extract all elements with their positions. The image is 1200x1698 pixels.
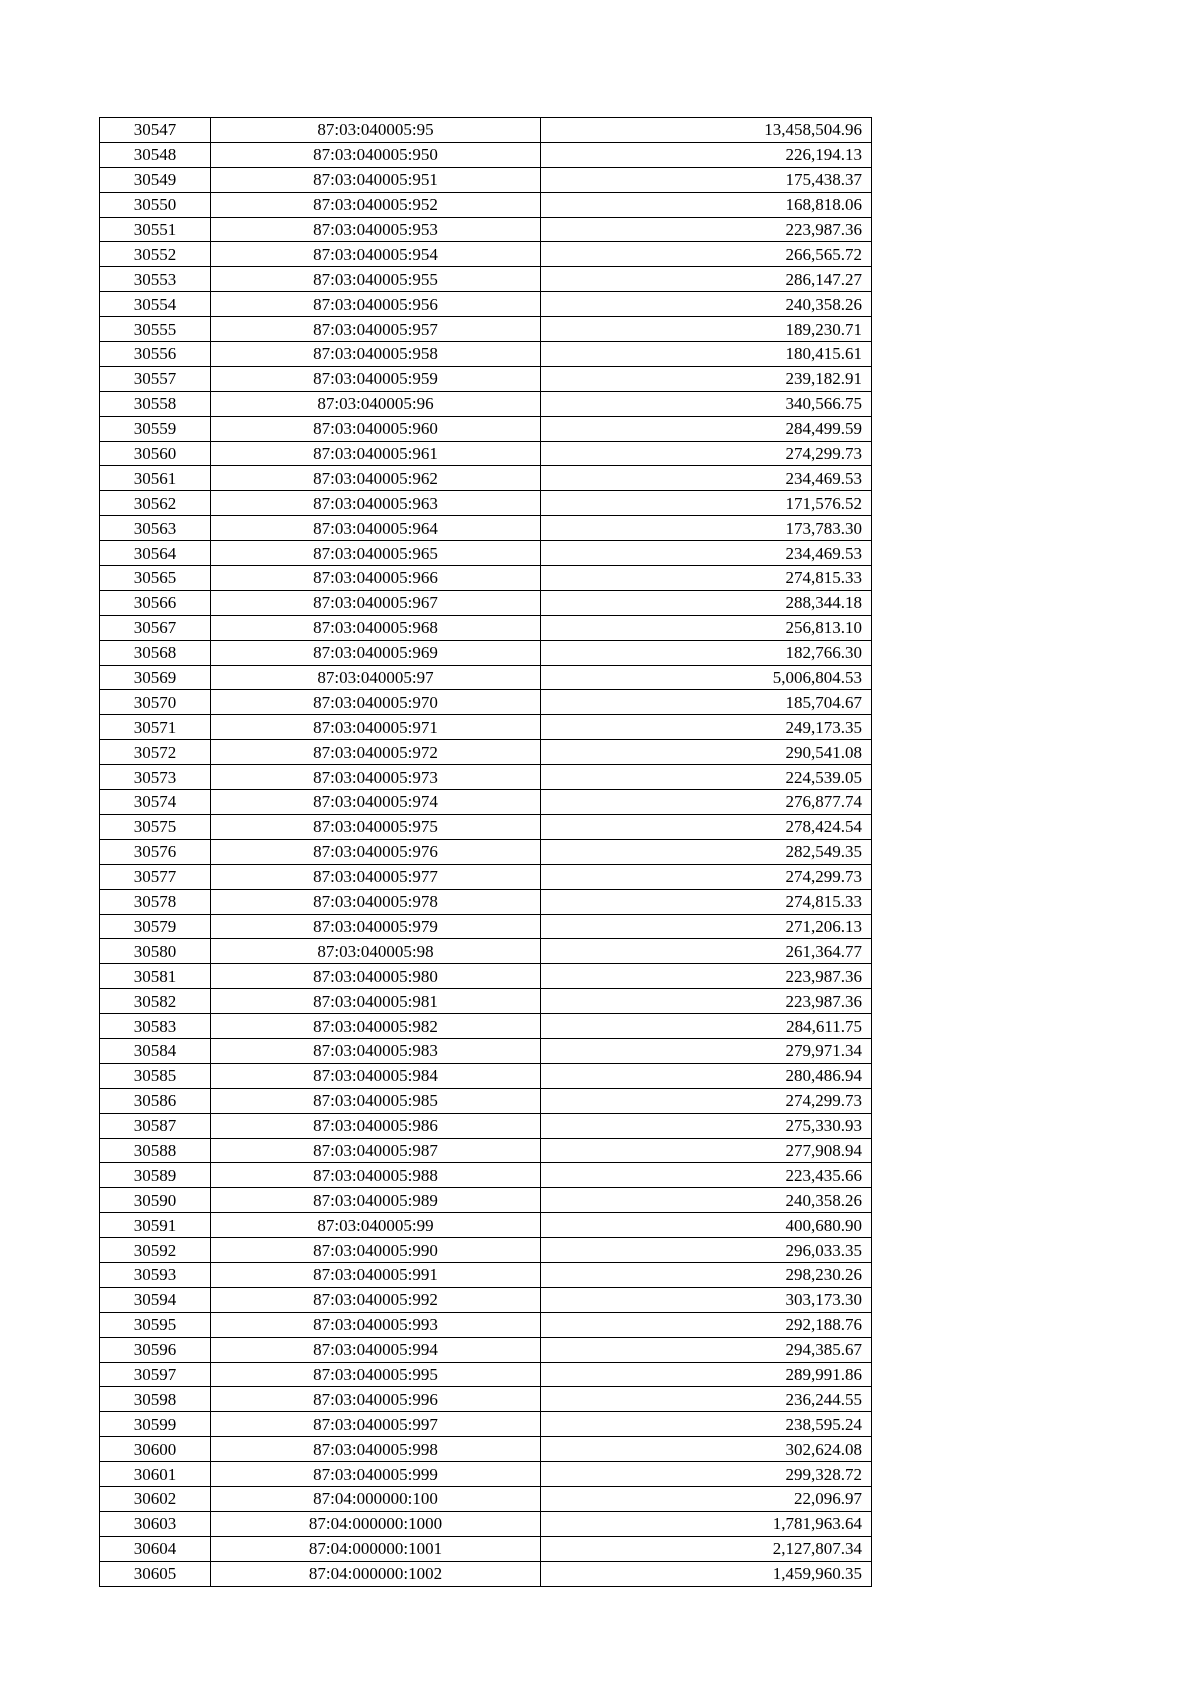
row-number-cell: 30588 [100, 1138, 211, 1163]
cadastral-number-cell: 87:03:040005:96 [211, 391, 541, 416]
data-table [99, 117, 872, 1587]
cadastral-number-cell: 87:03:040005:961 [211, 441, 541, 466]
table-row [100, 142, 872, 167]
table-row [100, 864, 872, 889]
row-number-cell: 30575 [100, 814, 211, 839]
value-cell: 275,330.93 [541, 1113, 872, 1138]
value-cell: 284,499.59 [541, 416, 872, 441]
table-row [100, 1113, 872, 1138]
row-number-cell: 30602 [100, 1486, 211, 1511]
row-number-cell: 30558 [100, 391, 211, 416]
cadastral-number-cell: 87:03:040005:967 [211, 590, 541, 615]
table-row [100, 1163, 872, 1188]
table-row [100, 1462, 872, 1487]
table-row [100, 317, 872, 342]
cadastral-number-cell: 87:03:040005:951 [211, 167, 541, 192]
value-cell: 298,230.26 [541, 1262, 872, 1287]
cadastral-number-cell: 87:03:040005:963 [211, 491, 541, 516]
cadastral-number-cell: 87:03:040005:99 [211, 1213, 541, 1238]
table-row [100, 1063, 872, 1088]
row-number-cell: 30600 [100, 1437, 211, 1462]
value-cell: 226,194.13 [541, 142, 872, 167]
cadastral-number-cell: 87:03:040005:987 [211, 1138, 541, 1163]
table-row [100, 1437, 872, 1462]
value-cell: 223,987.36 [541, 989, 872, 1014]
table-row [100, 715, 872, 740]
value-cell: 289,991.86 [541, 1362, 872, 1387]
row-number-cell: 30593 [100, 1262, 211, 1287]
table-row [100, 217, 872, 242]
value-cell: 271,206.13 [541, 914, 872, 939]
row-number-cell: 30559 [100, 416, 211, 441]
table-row [100, 466, 872, 491]
row-number-cell: 30585 [100, 1063, 211, 1088]
cadastral-number-cell: 87:03:040005:952 [211, 192, 541, 217]
table-row [100, 964, 872, 989]
row-number-cell: 30601 [100, 1462, 211, 1487]
value-cell: 223,987.36 [541, 217, 872, 242]
row-number-cell: 30571 [100, 715, 211, 740]
cadastral-number-cell: 87:04:000000:100 [211, 1486, 541, 1511]
cadastral-number-cell: 87:03:040005:994 [211, 1337, 541, 1362]
value-cell: 274,815.33 [541, 889, 872, 914]
table-row [100, 1088, 872, 1113]
value-cell: 234,469.53 [541, 541, 872, 566]
row-number-cell: 30576 [100, 839, 211, 864]
table-row [100, 1561, 872, 1586]
table-row [100, 1038, 872, 1063]
cadastral-number-cell: 87:03:040005:998 [211, 1437, 541, 1462]
cadastral-number-cell: 87:04:000000:1002 [211, 1561, 541, 1586]
row-number-cell: 30548 [100, 142, 211, 167]
table-row [100, 1362, 872, 1387]
value-cell: 239,182.91 [541, 366, 872, 391]
value-cell: 171,576.52 [541, 491, 872, 516]
cadastral-number-cell: 87:03:040005:976 [211, 839, 541, 864]
value-cell: 22,096.97 [541, 1486, 872, 1511]
cadastral-number-cell: 87:03:040005:950 [211, 142, 541, 167]
row-number-cell: 30557 [100, 366, 211, 391]
table-row [100, 292, 872, 317]
row-number-cell: 30584 [100, 1038, 211, 1063]
table-row [100, 590, 872, 615]
cadastral-number-cell: 87:03:040005:95 [211, 118, 541, 143]
row-number-cell: 30567 [100, 615, 211, 640]
table-row [100, 441, 872, 466]
row-number-cell: 30551 [100, 217, 211, 242]
value-cell: 1,781,963.64 [541, 1511, 872, 1536]
cadastral-number-cell: 87:03:040005:978 [211, 889, 541, 914]
row-number-cell: 30547 [100, 118, 211, 143]
table-row [100, 790, 872, 815]
value-cell: 284,611.75 [541, 1014, 872, 1039]
value-cell: 282,549.35 [541, 839, 872, 864]
value-cell: 223,987.36 [541, 964, 872, 989]
row-number-cell: 30554 [100, 292, 211, 317]
cadastral-number-cell: 87:03:040005:966 [211, 566, 541, 591]
cadastral-number-cell: 87:03:040005:995 [211, 1362, 541, 1387]
value-cell: 175,438.37 [541, 167, 872, 192]
cadastral-number-cell: 87:03:040005:983 [211, 1038, 541, 1063]
table-row [100, 267, 872, 292]
row-number-cell: 30596 [100, 1337, 211, 1362]
row-number-cell: 30579 [100, 914, 211, 939]
row-number-cell: 30599 [100, 1412, 211, 1437]
row-number-cell: 30555 [100, 317, 211, 342]
row-number-cell: 30549 [100, 167, 211, 192]
value-cell: 340,566.75 [541, 391, 872, 416]
cadastral-number-cell: 87:03:040005:955 [211, 267, 541, 292]
value-cell: 223,435.66 [541, 1163, 872, 1188]
table-row [100, 989, 872, 1014]
table-row [100, 391, 872, 416]
row-number-cell: 30586 [100, 1088, 211, 1113]
table-row [100, 491, 872, 516]
table-row [100, 1387, 872, 1412]
value-cell: 224,539.05 [541, 765, 872, 790]
row-number-cell: 30583 [100, 1014, 211, 1039]
table-row [100, 1238, 872, 1263]
value-cell: 280,486.94 [541, 1063, 872, 1088]
value-cell: 189,230.71 [541, 317, 872, 342]
table-row [100, 1312, 872, 1337]
cadastral-number-cell: 87:03:040005:988 [211, 1163, 541, 1188]
value-cell: 274,299.73 [541, 441, 872, 466]
row-number-cell: 30578 [100, 889, 211, 914]
cadastral-number-cell: 87:03:040005:993 [211, 1312, 541, 1337]
value-cell: 294,385.67 [541, 1337, 872, 1362]
row-number-cell: 30580 [100, 939, 211, 964]
cadastral-number-cell: 87:03:040005:970 [211, 690, 541, 715]
cadastral-number-cell: 87:03:040005:957 [211, 317, 541, 342]
table-row [100, 839, 872, 864]
table-row [100, 1337, 872, 1362]
table-row [100, 640, 872, 665]
table-row [100, 690, 872, 715]
cadastral-number-cell: 87:03:040005:991 [211, 1262, 541, 1287]
table-row [100, 889, 872, 914]
cadastral-number-cell: 87:03:040005:984 [211, 1063, 541, 1088]
value-cell: 286,147.27 [541, 267, 872, 292]
cadastral-number-cell: 87:03:040005:97 [211, 665, 541, 690]
table-body [100, 118, 872, 1587]
row-number-cell: 30568 [100, 640, 211, 665]
row-number-cell: 30605 [100, 1561, 211, 1586]
table-row [100, 1412, 872, 1437]
table-row [100, 118, 872, 143]
cadastral-number-cell: 87:03:040005:956 [211, 292, 541, 317]
cadastral-number-cell: 87:04:000000:1000 [211, 1511, 541, 1536]
row-number-cell: 30587 [100, 1113, 211, 1138]
value-cell: 296,033.35 [541, 1238, 872, 1263]
cadastral-number-cell: 87:03:040005:975 [211, 814, 541, 839]
cadastral-number-cell: 87:03:040005:979 [211, 914, 541, 939]
value-cell: 303,173.30 [541, 1287, 872, 1312]
cadastral-number-cell: 87:03:040005:980 [211, 964, 541, 989]
table-row [100, 1536, 872, 1561]
value-cell: 277,908.94 [541, 1138, 872, 1163]
table-row [100, 1014, 872, 1039]
table-row [100, 167, 872, 192]
value-cell: 180,415.61 [541, 342, 872, 367]
row-number-cell: 30597 [100, 1362, 211, 1387]
cadastral-number-cell: 87:03:040005:968 [211, 615, 541, 640]
row-number-cell: 30572 [100, 740, 211, 765]
row-number-cell: 30566 [100, 590, 211, 615]
value-cell: 274,815.33 [541, 566, 872, 591]
value-cell: 299,328.72 [541, 1462, 872, 1487]
value-cell: 266,565.72 [541, 242, 872, 267]
value-cell: 240,358.26 [541, 1188, 872, 1213]
cadastral-number-cell: 87:03:040005:997 [211, 1412, 541, 1437]
cadastral-number-cell: 87:03:040005:965 [211, 541, 541, 566]
row-number-cell: 30569 [100, 665, 211, 690]
cadastral-number-cell: 87:03:040005:959 [211, 366, 541, 391]
table-row [100, 192, 872, 217]
row-number-cell: 30550 [100, 192, 211, 217]
row-number-cell: 30574 [100, 790, 211, 815]
table-row [100, 665, 872, 690]
table-row [100, 1287, 872, 1312]
row-number-cell: 30556 [100, 342, 211, 367]
cadastral-number-cell: 87:03:040005:969 [211, 640, 541, 665]
cadastral-number-cell: 87:03:040005:981 [211, 989, 541, 1014]
table-row [100, 1138, 872, 1163]
table-row [100, 516, 872, 541]
table-row [100, 1213, 872, 1238]
row-number-cell: 30589 [100, 1163, 211, 1188]
table-row [100, 740, 872, 765]
value-cell: 274,299.73 [541, 864, 872, 889]
table-row [100, 814, 872, 839]
cadastral-number-cell: 87:03:040005:954 [211, 242, 541, 267]
value-cell: 400,680.90 [541, 1213, 872, 1238]
cadastral-number-cell: 87:03:040005:953 [211, 217, 541, 242]
value-cell: 290,541.08 [541, 740, 872, 765]
row-number-cell: 30552 [100, 242, 211, 267]
row-number-cell: 30562 [100, 491, 211, 516]
cadastral-number-cell: 87:03:040005:973 [211, 765, 541, 790]
row-number-cell: 30590 [100, 1188, 211, 1213]
value-cell: 278,424.54 [541, 814, 872, 839]
table-row [100, 1262, 872, 1287]
row-number-cell: 30595 [100, 1312, 211, 1337]
value-cell: 302,624.08 [541, 1437, 872, 1462]
cadastral-number-cell: 87:03:040005:960 [211, 416, 541, 441]
row-number-cell: 30598 [100, 1387, 211, 1412]
cadastral-number-cell: 87:03:040005:992 [211, 1287, 541, 1312]
table-row [100, 914, 872, 939]
row-number-cell: 30570 [100, 690, 211, 715]
value-cell: 238,595.24 [541, 1412, 872, 1437]
table-row [100, 541, 872, 566]
value-cell: 173,783.30 [541, 516, 872, 541]
cadastral-number-cell: 87:03:040005:986 [211, 1113, 541, 1138]
table-row [100, 1486, 872, 1511]
cadastral-number-cell: 87:03:040005:985 [211, 1088, 541, 1113]
table-row [100, 566, 872, 591]
cadastral-number-cell: 87:03:040005:977 [211, 864, 541, 889]
row-number-cell: 30563 [100, 516, 211, 541]
row-number-cell: 30560 [100, 441, 211, 466]
cadastral-number-cell: 87:04:000000:1001 [211, 1536, 541, 1561]
value-cell: 168,818.06 [541, 192, 872, 217]
value-cell: 1,459,960.35 [541, 1561, 872, 1586]
value-cell: 261,364.77 [541, 939, 872, 964]
row-number-cell: 30582 [100, 989, 211, 1014]
cadastral-number-cell: 87:03:040005:964 [211, 516, 541, 541]
value-cell: 288,344.18 [541, 590, 872, 615]
table-row [100, 416, 872, 441]
table-row [100, 939, 872, 964]
value-cell: 292,188.76 [541, 1312, 872, 1337]
value-cell: 185,704.67 [541, 690, 872, 715]
cadastral-number-cell: 87:03:040005:990 [211, 1238, 541, 1263]
row-number-cell: 30594 [100, 1287, 211, 1312]
cadastral-number-cell: 87:03:040005:996 [211, 1387, 541, 1412]
table-row [100, 1511, 872, 1536]
row-number-cell: 30573 [100, 765, 211, 790]
value-cell: 236,244.55 [541, 1387, 872, 1412]
table-row [100, 765, 872, 790]
cadastral-number-cell: 87:03:040005:974 [211, 790, 541, 815]
row-number-cell: 30581 [100, 964, 211, 989]
table-row [100, 366, 872, 391]
row-number-cell: 30592 [100, 1238, 211, 1263]
value-cell: 276,877.74 [541, 790, 872, 815]
value-cell: 249,173.35 [541, 715, 872, 740]
value-cell: 5,006,804.53 [541, 665, 872, 690]
cadastral-number-cell: 87:03:040005:98 [211, 939, 541, 964]
table-row [100, 342, 872, 367]
cadastral-number-cell: 87:03:040005:999 [211, 1462, 541, 1487]
value-cell: 2,127,807.34 [541, 1536, 872, 1561]
row-number-cell: 30591 [100, 1213, 211, 1238]
table-row [100, 242, 872, 267]
row-number-cell: 30565 [100, 566, 211, 591]
cadastral-number-cell: 87:03:040005:982 [211, 1014, 541, 1039]
row-number-cell: 30561 [100, 466, 211, 491]
row-number-cell: 30553 [100, 267, 211, 292]
cadastral-number-cell: 87:03:040005:962 [211, 466, 541, 491]
value-cell: 240,358.26 [541, 292, 872, 317]
table-row [100, 1188, 872, 1213]
cadastral-number-cell: 87:03:040005:989 [211, 1188, 541, 1213]
value-cell: 234,469.53 [541, 466, 872, 491]
row-number-cell: 30604 [100, 1536, 211, 1561]
row-number-cell: 30564 [100, 541, 211, 566]
value-cell: 13,458,504.96 [541, 118, 872, 143]
value-cell: 274,299.73 [541, 1088, 872, 1113]
value-cell: 256,813.10 [541, 615, 872, 640]
value-cell: 182,766.30 [541, 640, 872, 665]
table-row [100, 615, 872, 640]
row-number-cell: 30577 [100, 864, 211, 889]
cadastral-number-cell: 87:03:040005:958 [211, 342, 541, 367]
row-number-cell: 30603 [100, 1511, 211, 1536]
value-cell: 279,971.34 [541, 1038, 872, 1063]
cadastral-number-cell: 87:03:040005:971 [211, 715, 541, 740]
cadastral-number-cell: 87:03:040005:972 [211, 740, 541, 765]
